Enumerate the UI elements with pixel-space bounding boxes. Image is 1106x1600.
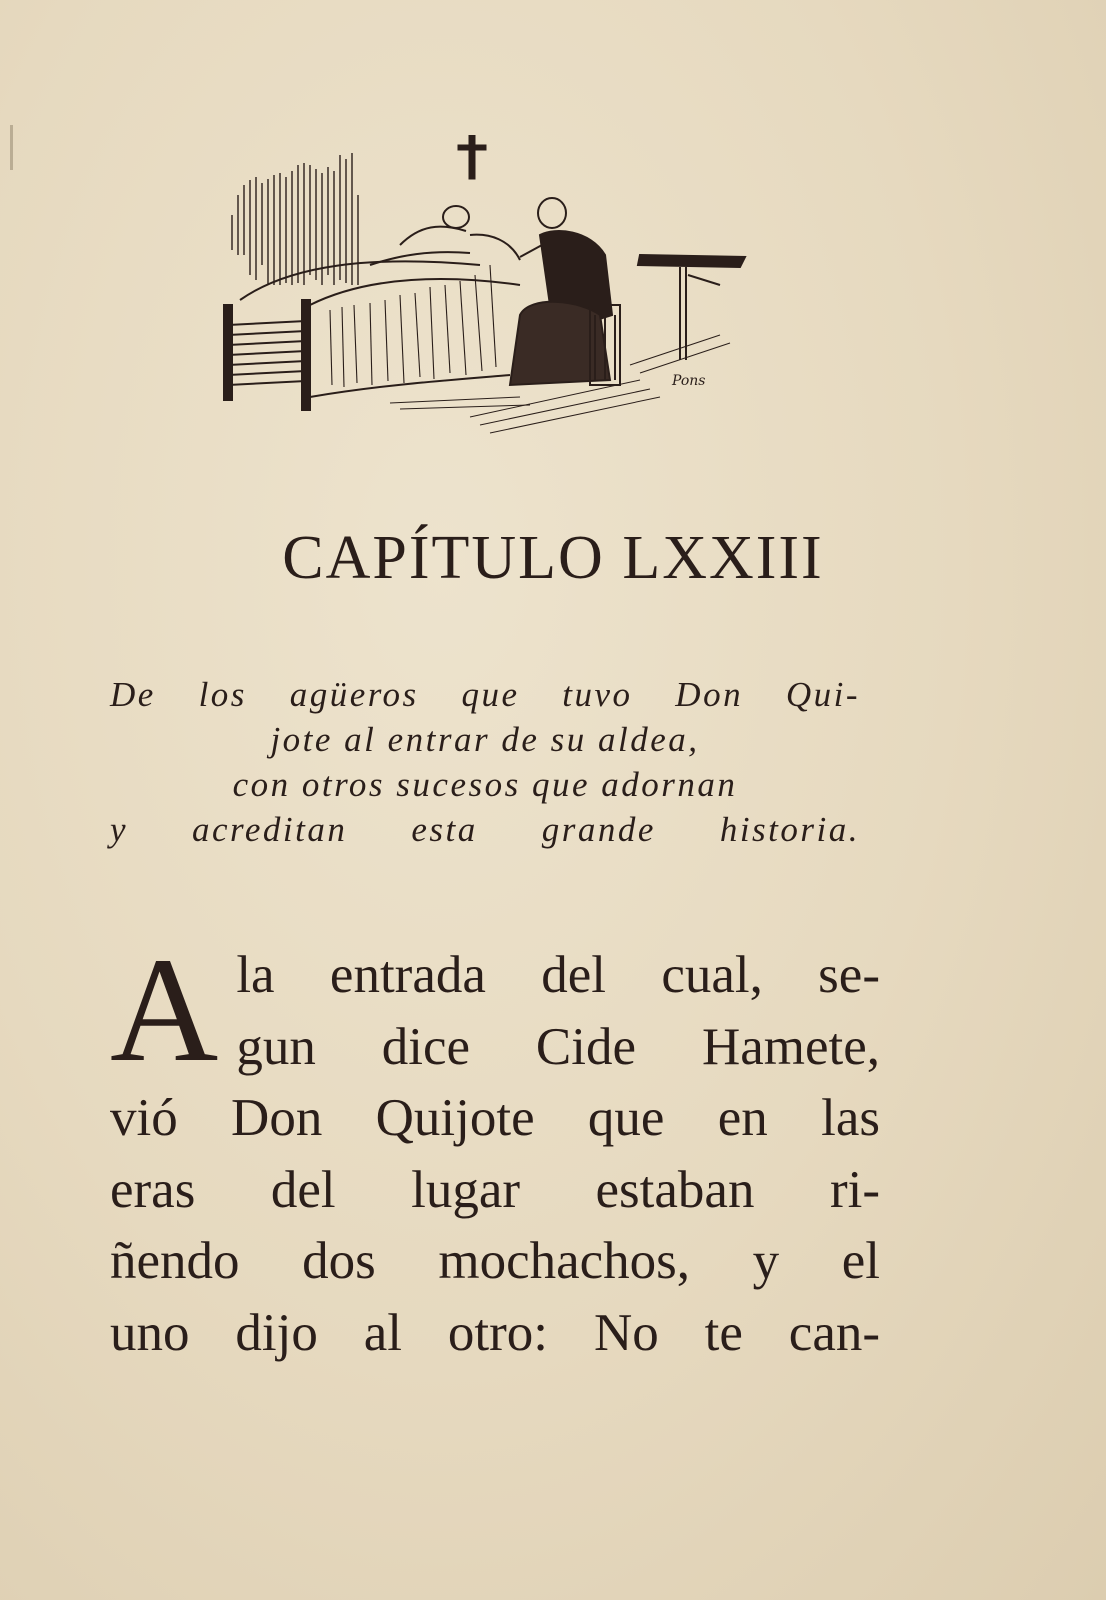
summary-line: con otros sucesos que adornan xyxy=(232,765,738,804)
summary-line: De los agüeros que tuvo Don Qui- xyxy=(110,675,860,714)
bed-covers-hatching xyxy=(330,265,496,387)
chair xyxy=(590,305,620,385)
body-line: la entrada del cual, se- xyxy=(236,946,880,1004)
body-line: gun dice Cide Hamete, xyxy=(236,1017,880,1076)
priest-figure xyxy=(510,198,612,385)
chapter-summary xyxy=(110,672,880,852)
deathbed-illustration xyxy=(220,135,760,440)
artist-signature: Pons xyxy=(672,373,706,389)
summary-line: jote al entrar de su aldea, xyxy=(270,720,700,759)
chapter-body xyxy=(110,927,880,1369)
chapter-title: CAPÍTULO LXXIII xyxy=(282,524,824,592)
body-line: uno dijo al otro: No te can- xyxy=(110,1303,880,1362)
patient-figure xyxy=(370,206,520,265)
body-line: eras del lugar estaban ri- xyxy=(110,1160,880,1219)
crucifix-icon xyxy=(458,135,486,179)
summary-line: y acreditan esta grande historia. xyxy=(110,810,860,849)
drop-cap: A xyxy=(110,927,219,1093)
body-line: ñendo dos mochachos, y el xyxy=(110,1232,880,1290)
page-crease xyxy=(10,125,13,170)
body-line: vió Don Quijote que en las xyxy=(110,1089,880,1147)
